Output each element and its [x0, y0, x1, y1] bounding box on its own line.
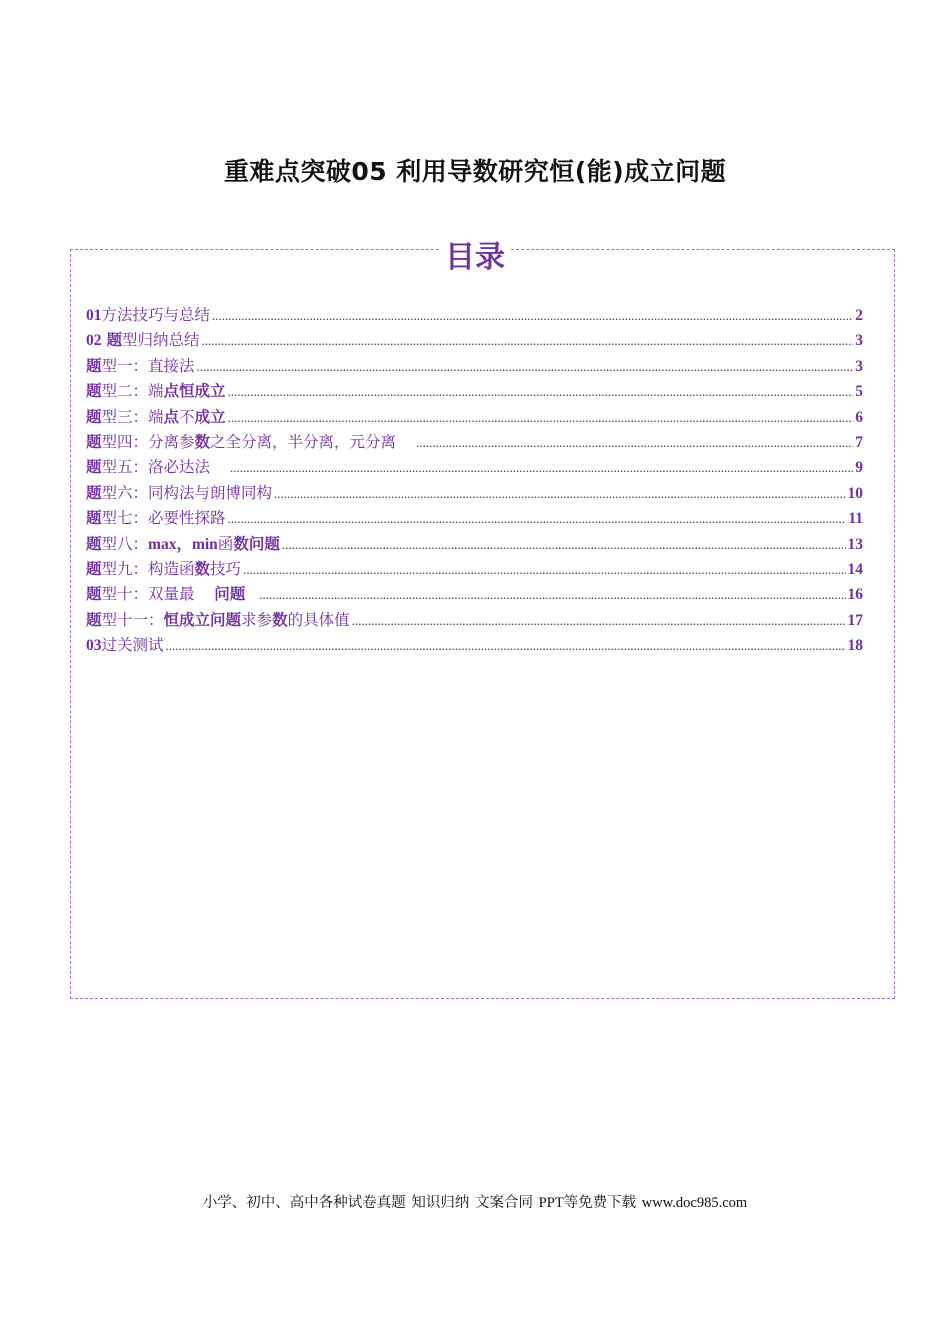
- toc-entry-label[interactable]: [86, 455, 228, 480]
- toc-text-bold: 题: [86, 610, 102, 629]
- toc-page-number: 11: [848, 510, 863, 528]
- toc-number: 01: [86, 307, 102, 324]
- toc-leader: [282, 532, 846, 557]
- document-title: 重难点突破05 利用导数研究恒(能)成立问题: [223, 157, 727, 186]
- toc-heading-wrap: [0, 232, 950, 276]
- toc-leader: [228, 405, 854, 430]
- toc-entry-label[interactable]: [86, 608, 350, 633]
- toc-entry-label[interactable]: [86, 557, 241, 582]
- toc-text: 过关测试: [101, 636, 164, 655]
- toc-text-bold: 题: [106, 331, 122, 350]
- toc-entry[interactable]: [86, 379, 863, 404]
- toc-leader: [416, 430, 853, 455]
- toc-entry[interactable]: [86, 405, 863, 430]
- toc-entry[interactable]: [86, 557, 863, 582]
- toc-text-bold: 题: [86, 382, 102, 401]
- toc-entry[interactable]: [86, 354, 863, 379]
- toc-text: 不: [179, 407, 195, 426]
- toc-page-number: 3: [855, 357, 863, 375]
- toc-text: 型五：洛必达法: [101, 458, 211, 477]
- toc-text: 型四：分离参: [101, 432, 195, 451]
- toc-text: 型十：双量最: [101, 585, 195, 604]
- toc-text-bold: 数: [272, 610, 288, 629]
- toc-entry[interactable]: [86, 303, 863, 328]
- toc-text: 的具体值: [287, 610, 350, 629]
- toc-text: 技巧: [210, 559, 242, 578]
- toc-text: 型六：同构法与朗博同构: [101, 483, 273, 502]
- toc-entry[interactable]: [86, 430, 863, 455]
- toc-text: 型九：构造函: [101, 559, 195, 578]
- toc-text-bold: 题: [86, 356, 102, 375]
- toc-leader: [228, 379, 854, 404]
- toc-text-bold: 成立: [194, 407, 226, 426]
- toc-page-number: 14: [847, 560, 863, 578]
- toc-entry-label[interactable]: [86, 379, 226, 404]
- page-footer: 小学、初中、高中各种试卷真题 知识归纳 文案合同 PPT等免费下载 www.doc985.com: [202, 1195, 748, 1211]
- toc-leader: [274, 481, 845, 506]
- toc-entry[interactable]: [86, 532, 863, 557]
- toc-text-bold: 题: [86, 407, 102, 426]
- toc-leader: [228, 506, 847, 531]
- toc-entry[interactable]: [86, 506, 863, 531]
- toc-text-bold: 题: [86, 509, 102, 528]
- toc-leader: [230, 455, 853, 480]
- toc-entry-label[interactable]: [86, 328, 199, 353]
- toc-leader: [352, 608, 846, 633]
- toc-page-number: 16: [847, 586, 863, 604]
- toc-entry[interactable]: [86, 582, 863, 607]
- toc-leader: [197, 354, 854, 379]
- toc-text-latin: max，min: [148, 535, 218, 553]
- toc-text: 型归纳总结: [121, 331, 200, 350]
- toc-text-bold: 题: [86, 585, 102, 604]
- toc-text-bold: 恒成立问题: [163, 610, 242, 629]
- toc-entry-label[interactable]: [86, 506, 226, 531]
- toc-text: 方法技巧与总结: [101, 306, 211, 324]
- toc-text-bold: 题: [86, 559, 102, 578]
- toc-text: 型一：直接法: [101, 356, 195, 375]
- toc-text: 型七：必要性探路: [101, 509, 226, 528]
- toc-number: 02: [86, 332, 102, 350]
- toc-page-number: 17: [847, 611, 863, 629]
- toc-entry[interactable]: [86, 633, 863, 658]
- toc-leader: [201, 328, 853, 353]
- toc-text: 型二：端: [101, 382, 164, 401]
- toc-entry-label[interactable]: [86, 430, 414, 455]
- toc-text: 之全分离，半分离，元分离: [210, 432, 397, 451]
- toc-leader: [212, 303, 853, 328]
- toc-entry-label[interactable]: [86, 633, 164, 658]
- toc-text-bold: 数: [194, 559, 211, 578]
- toc-entry-label[interactable]: [86, 582, 257, 607]
- toc-entry-label[interactable]: [86, 303, 210, 328]
- toc-number: 03: [86, 637, 102, 655]
- toc-leader: [259, 582, 845, 607]
- toc-entry-label[interactable]: [86, 405, 226, 430]
- toc-heading: 目录: [439, 232, 511, 276]
- toc-text-bold: 数: [194, 432, 211, 451]
- toc-page-number: 6: [855, 408, 863, 426]
- toc-text-bold: 数问题: [233, 534, 280, 553]
- toc-entry-label[interactable]: [86, 532, 280, 557]
- toc-text-bold: 题: [86, 458, 102, 477]
- toc-page-number: 18: [847, 637, 863, 655]
- toc-page-number: 3: [855, 332, 863, 350]
- toc-text-bold: 题: [86, 483, 102, 502]
- toc-text-bold: 问题: [214, 585, 246, 604]
- toc-text-bold: 题: [86, 432, 102, 451]
- toc-entry[interactable]: [86, 608, 863, 633]
- toc-entry-label[interactable]: [86, 354, 195, 379]
- toc-text-bold: 点恒成立: [163, 382, 226, 401]
- toc-page-number: 13: [847, 535, 863, 553]
- toc-text: 型三：端: [101, 407, 164, 426]
- toc-page-number: 9: [855, 459, 863, 477]
- toc-text: 型八：: [101, 534, 149, 553]
- toc-text: 求参: [241, 610, 273, 629]
- toc-leader: [243, 557, 845, 582]
- toc-page-number: 5: [855, 383, 863, 401]
- toc-entry-label[interactable]: [86, 481, 272, 506]
- toc-page-number: 7: [855, 433, 863, 451]
- toc-entry[interactable]: [86, 481, 863, 506]
- toc-text: 函: [217, 534, 234, 553]
- toc-text-bold: 点: [163, 407, 180, 426]
- toc-entry[interactable]: [86, 328, 863, 353]
- toc-page-number: 10: [847, 484, 863, 502]
- toc-list: [86, 303, 863, 658]
- toc-text: 型十一：: [101, 610, 164, 629]
- toc-entry[interactable]: [86, 455, 863, 480]
- toc-page-number: 2: [855, 307, 863, 324]
- toc-leader: [166, 633, 846, 658]
- toc-text-bold: 题: [86, 534, 102, 553]
